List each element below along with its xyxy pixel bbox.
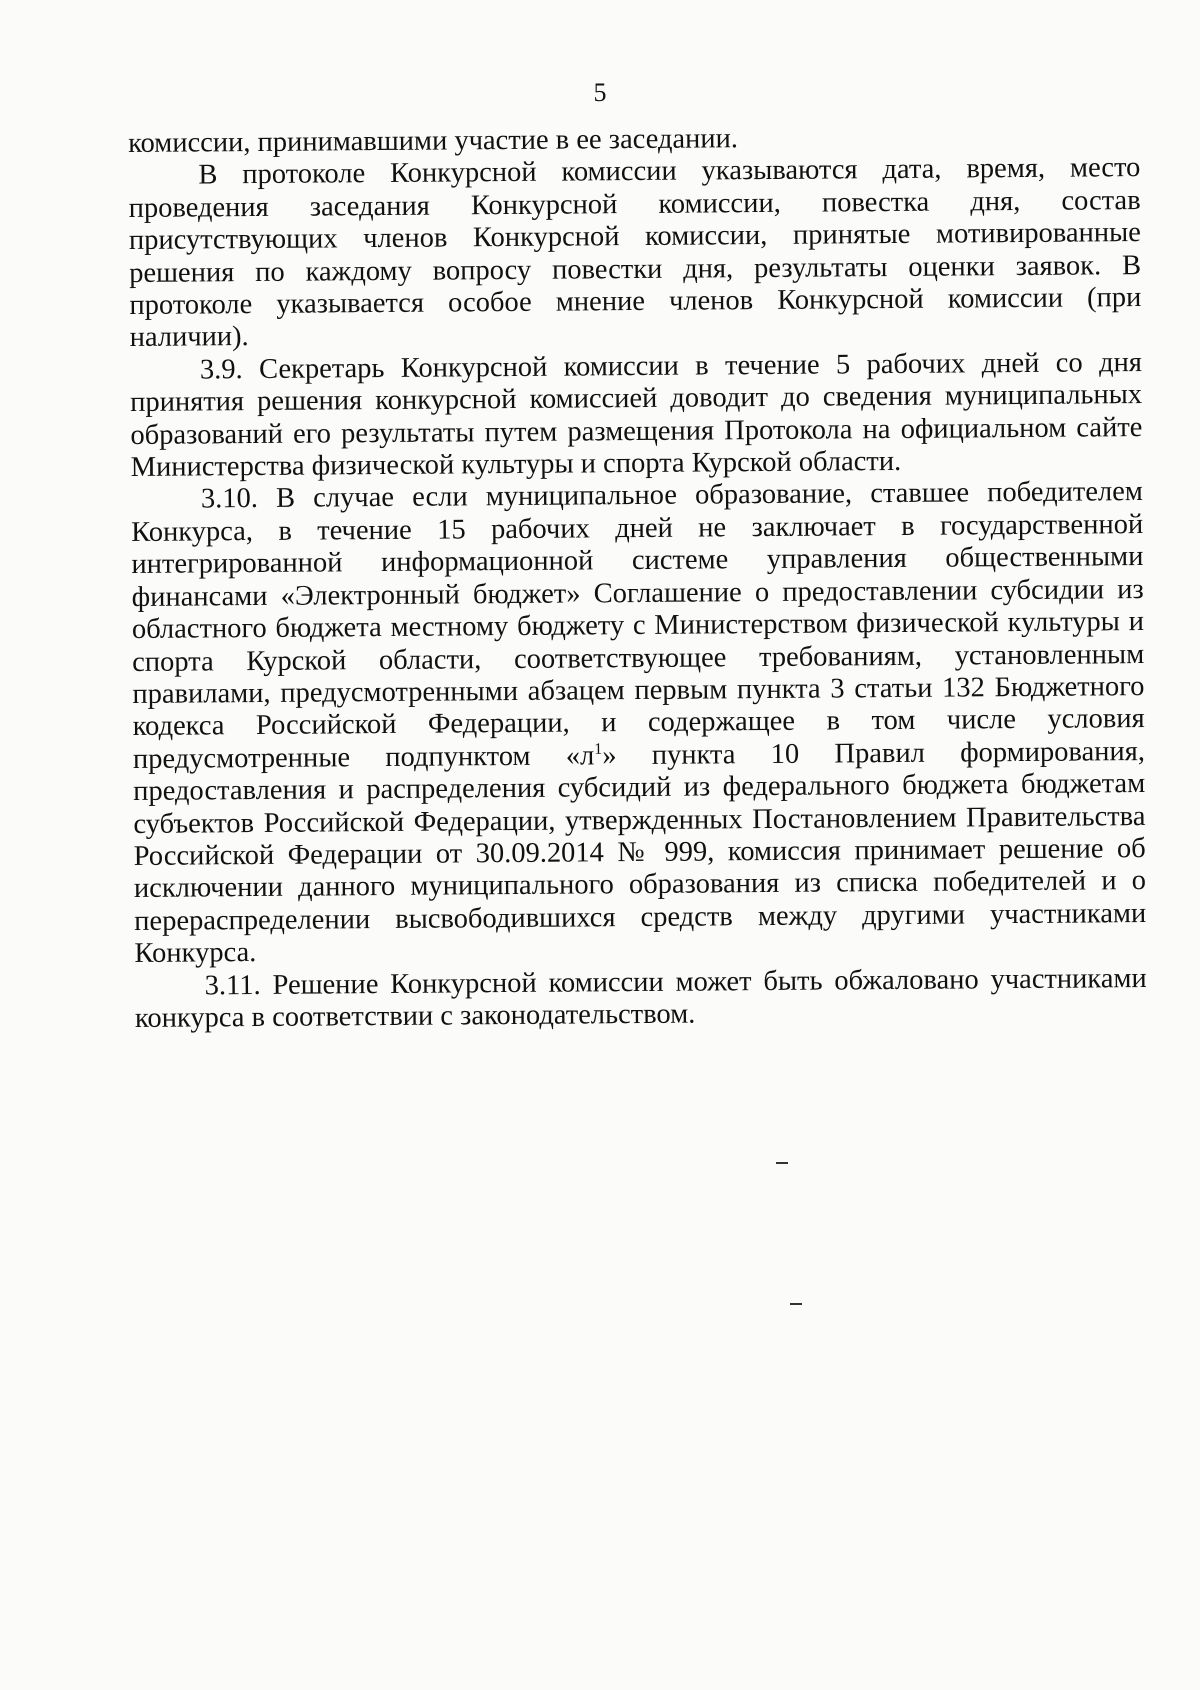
paragraph-3-11: 3.11. Решение Конкурсной комиссии может быть обжаловано участниками конкурса в соответствии с законодательством.: [134, 962, 1147, 1034]
page-number: 5: [593, 78, 607, 107]
document-body: [128, 120, 1147, 1035]
paragraph-3-10-text-after: » пункта 10 Правил формирования, предоставления и распределения субсидий из федерального бюджета бюджетам субъектов Российской Федерации, утвержденных Постановлением Правительства Российской Федерации от 30.09.2014 № 999, комиссия принимает решение об исключении данного муниципального образования из списка победителей и о перераспределении высвободившихся средств между другими участниками Конкурса.: [133, 735, 1147, 970]
paragraph-3-10: [131, 477, 1147, 971]
superscript-index: 1: [594, 740, 603, 758]
scan-mark-dash: [776, 1162, 788, 1164]
paragraph-protocol-contents: В протоколе Конкурсной комиссии указываются дата, время, место проведения заседания Конкурсной комиссии, повестка дня, состав присутствующих членов Конкурсной комиссии, принятые мотивированные решения по каждому вопросу повестки дня, результаты оценки заявок. В протоколе указывается особое мнение членов Конкурсной комиссии (при наличии).: [128, 152, 1142, 354]
scan-mark-dash: [790, 1303, 802, 1305]
paragraph-continuation: комиссии, принимавшими участие в ее заседании.: [128, 123, 739, 159]
paragraph-3-10-text-before: 3.10. В случае если муниципальное образование, ставшее победителем Конкурса, в течение 15 рабочих дней не заключает в государственной интегрированной информационной системе управления общественными финансами «Электронный бюджет» Соглашение о предоставлении субсидии из областного бюджета местному бюджету с Министерством физической культуры и спорта Курской области, соответствующее требованиям, установленным правилами, предусмотренными абзацем первым пункта 3 статьи 132 Бюджетного кодекса Российской Федерации, и содержащее в том числе условия предусмотренные подпунктом «л: [131, 476, 1145, 775]
paragraph-3-9: 3.9. Секретарь Конкурсной комиссии в течение 5 рабочих дней со дня принятия решения конкурсной комиссией доводит до сведения муниципальных образований его результаты путем размещения Протокола на официальном сайте Министерства физической культуры и спорта Курской области.: [130, 346, 1143, 484]
